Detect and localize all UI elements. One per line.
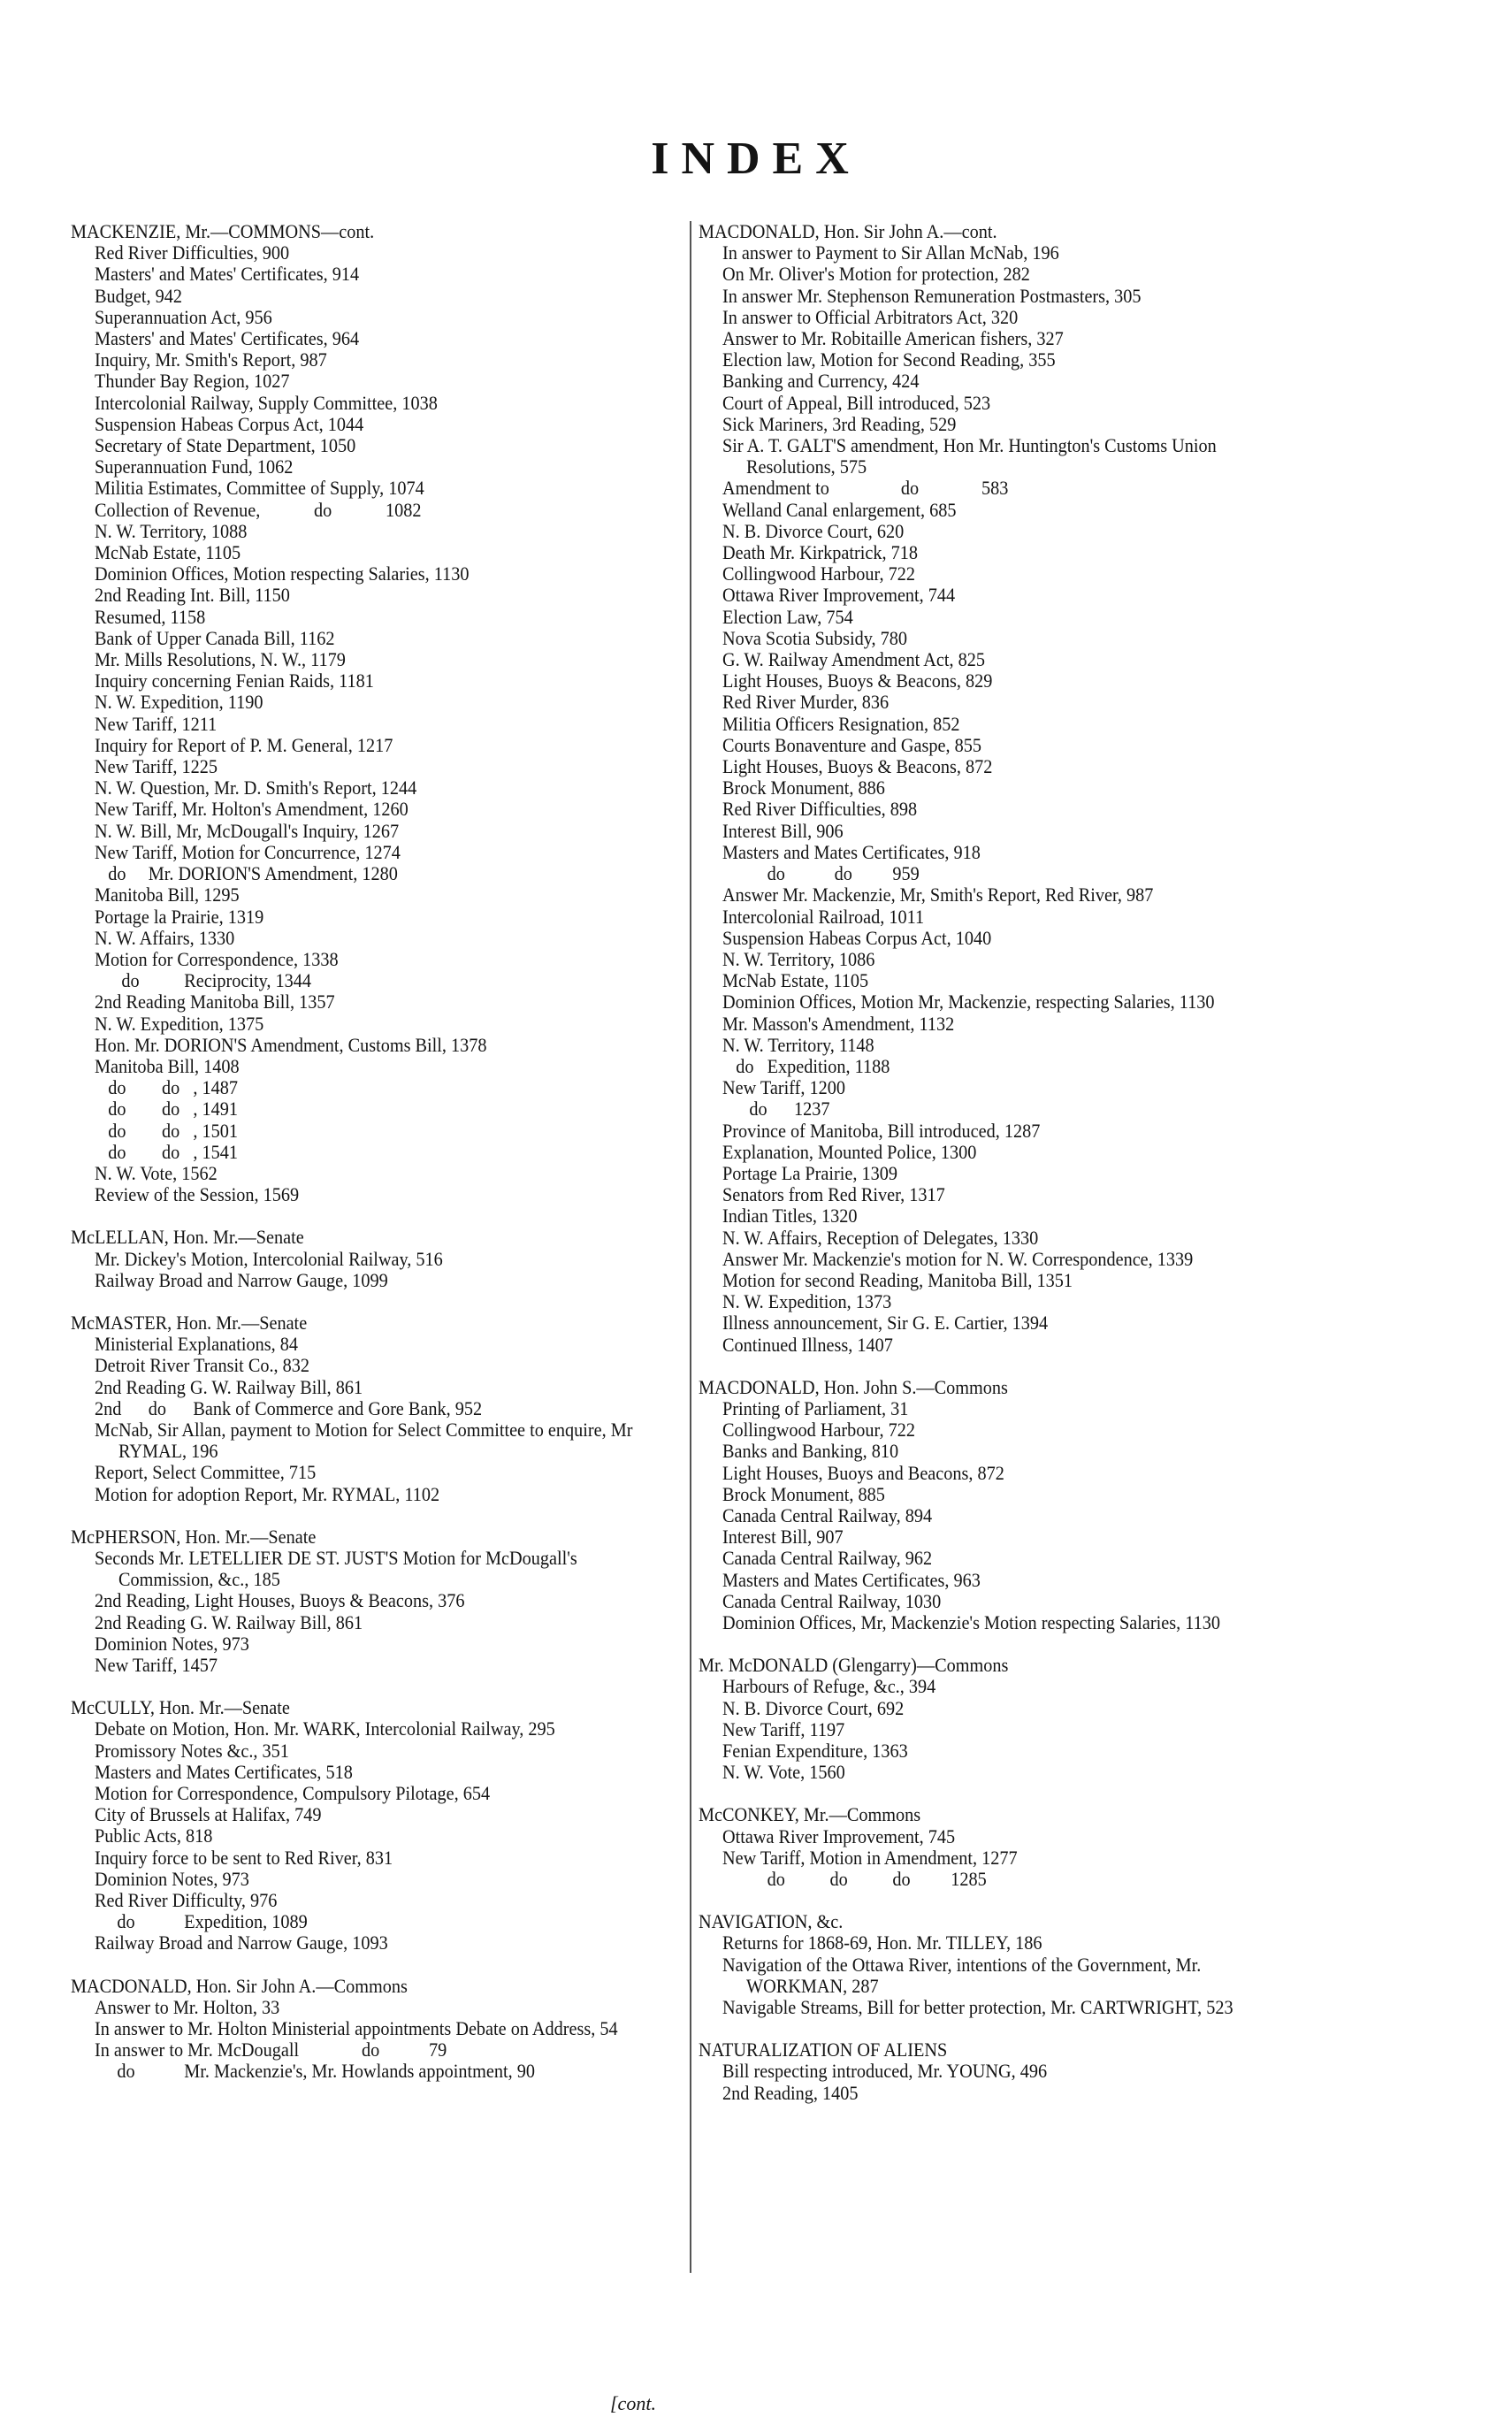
index-entry: 2nd Reading Manitoba Bill, 1357 [95,991,335,1013]
index-entry: Militia Estimates, Committee of Supply, 1074 [95,477,424,500]
index-entry: Province of Manitoba, Bill introduced, 1287 [722,1119,1041,1142]
index-entry: 2nd Reading G. W. Railway Bill, 861 [95,1375,363,1398]
index-entry: Brock Monument, 885 [722,1482,885,1505]
index-entry: Debate on Motion, Hon. Mr. WARK, Intercolonial Railway, 295 [95,1717,555,1740]
index-entry: New Tariff, 1197 [722,1717,845,1740]
section-heading: MACDONALD, Hon. Sir John A.—Commons [71,1974,408,1997]
index-entry: do do , 1491 [95,1098,238,1121]
index-entry: In answer to Payment to Sir Allan McNab, 196 [722,241,1059,264]
section-heading: MACDONALD, Hon. Sir John A.—cont. [699,220,997,242]
section-gap [71,1291,644,1312]
section-heading: McCULLY, Hon. Mr.—Senate [71,1696,290,1719]
index-entry: Canada Central Railway, 962 [722,1547,933,1570]
index-entry: Resumed, 1158 [95,605,206,628]
left-column [71,221,644,2083]
index-entry: Senators from Red River, 1317 [722,1183,945,1206]
index-entry: N. W. Question, Mr. D. Smith's Report, 1244 [95,776,417,799]
index-entry: Harbours of Refuge, &c., 394 [722,1675,936,1698]
index-section [71,1227,644,1291]
index-entry: Continued Illness, 1407 [722,1333,893,1356]
index-entry: Answer to Mr. Robitaille American fishers, 327 [722,327,1064,350]
section-gap [71,1954,644,1976]
index-entry: Review of the Session, 1569 [95,1183,300,1206]
index-entry: Portage La Prairie, 1309 [722,1161,897,1184]
index-section [71,1976,644,2083]
index-entry: Motion for Correspondence, 1338 [95,947,339,970]
section-heading: NAVIGATION, &c. [699,1910,844,1933]
index-entry: Interest Bill, 906 [722,819,844,842]
index-entry: do do 959 [722,862,920,885]
index-entry: In answer to Official Arbitrators Act, 320 [722,305,1019,328]
index-entry: do do , 1541 [95,1140,238,1163]
index-entry: Report, Select Committee, 715 [95,1461,317,1484]
index-entry: Banks and Banking, 810 [722,1440,899,1463]
section-gap [699,1783,1279,1804]
index-section [71,1312,644,1505]
column-divider [690,221,691,2273]
index-entry: N. W. Territory, 1086 [722,947,875,970]
index-entry: Interest Bill, 907 [722,1526,844,1549]
index-entry: McNab Estate, 1105 [95,541,241,564]
index-entry: Canada Central Railway, 894 [722,1503,933,1526]
index-entry: 2nd Reading Int. Bill, 1150 [95,584,290,607]
index-entry: Red River Difficulties, 898 [722,798,918,821]
index-entry: Dominion Offices, Mr, Mackenzie's Motion respecting Salaries, 1130 [722,1611,1220,1633]
index-entry: Dominion Notes, 973 [95,1632,249,1655]
index-entry: Suspension Habeas Corpus Act, 1044 [95,412,364,435]
section-heading: McLELLAN, Hon. Mr.—Senate [71,1226,304,1249]
index-entry: Collection of Revenue, do 1082 [95,498,422,521]
index-entry: Ottawa River Improvement, 745 [722,1824,956,1847]
index-entry: New Tariff, Motion in Amendment, 1277 [722,1846,1018,1869]
index-entry: Dominion Offices, Motion Mr, Mackenzie, respecting Salaries, 1130 [722,991,1215,1013]
index-entry: Inquiry concerning Fenian Raids, 1181 [95,669,374,692]
index-entry: New Tariff, Mr. Holton's Amendment, 1260 [95,798,409,821]
index-entry: N. W. Territory, 1088 [95,519,248,542]
index-entry: Light Houses, Buoys & Beacons, 872 [722,755,993,778]
index-entry: Courts Bonaventure and Gaspe, 855 [722,733,982,756]
index-entry: Answer to Mr. Holton, 33 [95,1995,280,2018]
index-entry: Banking and Currency, 424 [722,370,920,393]
index-entry: Detroit River Transit Co., 832 [95,1354,310,1377]
index-entry: Printing of Parliament, 31 [722,1396,909,1419]
index-entry: Manitoba Bill, 1408 [95,1054,240,1077]
index-entry: Militia Officers Resignation, 852 [722,712,960,735]
section-gap [699,1890,1279,1911]
index-entry: Secretary of State Department, 1050 [95,434,356,457]
index-entry: In answer to Mr. Holton Ministerial appointments Debate on Address, 54 [95,2017,618,2040]
index-entry: do do , 1501 [95,1119,238,1142]
index-entry: Welland Canal enlargement, 685 [722,498,957,521]
index-entry: Red River Difficulty, 976 [95,1889,278,1912]
section-heading: MACKENZIE, Mr.—COMMONS—cont. [71,220,375,242]
index-section [699,1655,1279,1783]
index-entry: do Mr. Mackenzie's, Mr. Howlands appointment, 90 [95,2060,536,2083]
index-entry: New Tariff, 1211 [95,712,218,735]
index-entry: Nova Scotia Subsidy, 780 [722,626,908,649]
section-heading: McMASTER, Hon. Mr.—Senate [71,1311,308,1334]
index-entry: 2nd do Bank of Commerce and Gore Bank, 952 [95,1396,483,1419]
index-entry: City of Brussels at Halifax, 749 [95,1803,322,1826]
index-entry: Sick Mariners, 3rd Reading, 529 [722,412,957,435]
index-entry: New Tariff, 1225 [95,755,218,778]
index-entry: Inquiry, Mr. Smith's Report, 987 [95,348,327,371]
index-entry: N. W. Affairs, 1330 [95,926,235,949]
index-entry: Collingwood Harbour, 722 [722,1419,915,1442]
index-entry: Mr. Dickey's Motion, Intercolonial Railway, 516 [95,1247,443,1270]
index-entry: Promissory Notes &c., 351 [95,1739,289,1762]
index-entry: Ministerial Explanations, 84 [95,1333,299,1356]
index-entry: Budget, 942 [95,284,182,307]
continued-marker: [cont. [610,2392,656,2414]
index-entry: Red River Difficulties, 900 [95,241,290,264]
index-entry: Answer Mr. Mackenzie's motion for N. W. Correspondence, 1339 [722,1247,1194,1270]
index-entry: Intercolonial Railroad, 1011 [722,905,925,928]
index-entry: Railway Broad and Narrow Gauge, 1099 [95,1268,388,1291]
index-entry: Masters' and Mates' Certificates, 914 [95,263,360,286]
index-entry: Election Law, 754 [722,605,853,628]
index-entry: Canada Central Railway, 1030 [722,1589,942,1612]
index-entry: Masters and Mates Certificates, 963 [722,1568,981,1591]
index-entry: McNab, Sir Allan, payment to Motion for Select Committee to enquire, Mr RYMAL, 196 [95,1418,638,1463]
index-entry: Motion for Correspondence, Compulsory Pilotage, 654 [95,1782,491,1805]
index-entry: do Mr. DORION'S Amendment, 1280 [95,862,398,885]
index-entry: New Tariff, 1200 [722,1076,845,1099]
index-entry: Masters and Mates Certificates, 518 [95,1760,353,1783]
index-entry: Inquiry for Report of P. M. General, 1217 [95,733,393,756]
index-entry: Portage la Prairie, 1319 [95,905,264,928]
index-entry: Indian Titles, 1320 [722,1205,858,1228]
section-gap [71,1205,644,1227]
index-entry: Red River Murder, 836 [722,691,890,714]
index-entry: Railway Broad and Narrow Gauge, 1093 [95,1931,388,1954]
section-heading: NATURALIZATION OF ALIENS [699,2038,948,2061]
index-entry: Court of Appeal, Bill introduced, 523 [722,391,991,414]
index-entry: Illness announcement, Sir G. E. Cartier, 1394 [722,1312,1049,1335]
index-entry: Navigation of the Ottawa River, intentions of the Government, Mr. WORKMAN, 287 [722,1953,1206,1997]
index-entry: N. W. Territory, 1148 [722,1033,874,1056]
index-section [71,1697,644,1954]
index-entry: do 1237 [722,1098,830,1121]
index-entry: Motion for adoption Report, Mr. RYMAL, 1102 [95,1482,440,1505]
section-heading: Mr. McDONALD (Glengarry)—Commons [699,1654,1009,1677]
index-entry: Superannuation Fund, 1062 [95,455,294,478]
index-entry: Mr. Masson's Amendment, 1132 [722,1012,955,1035]
index-entry: Motion for second Reading, Manitoba Bill, 1351 [722,1268,1073,1291]
index-section [71,1526,644,1676]
index-entry: N. W. Affairs, Reception of Delegates, 1330 [722,1226,1039,1249]
section-gap [699,1356,1279,1377]
index-entry: N. W. Expedition, 1373 [722,1290,892,1313]
index-entry: Masters' and Mates' Certificates, 964 [95,327,360,350]
index-entry: Election law, Motion for Second Reading, 355 [722,348,1056,371]
page-title: INDEX [651,134,861,184]
index-section [71,221,644,1205]
section-heading: MACDONALD, Hon. John S.—Commons [699,1375,1008,1398]
index-entry: N. B. Divorce Court, 692 [722,1696,905,1719]
index-entry: Returns for 1868-69, Hon. Mr. TILLEY, 186 [722,1931,1042,1954]
index-entry: Superannuation Act, 956 [95,305,272,328]
section-gap [699,1633,1279,1655]
index-entry: Intercolonial Railway, Supply Committee, 1038 [95,391,438,414]
section-gap [71,1676,644,1697]
index-entry: N. W. Expedition, 1190 [95,691,263,714]
index-entry: Mr. Mills Resolutions, N. W., 1179 [95,648,346,671]
index-entry: Collingwood Harbour, 722 [722,562,915,585]
section-gap [71,1505,644,1526]
index-entry: On Mr. Oliver's Motion for protection, 282 [722,263,1030,286]
index-entry: Masters and Mates Certificates, 918 [722,840,981,863]
index-entry: N. W. Bill, Mr, McDougall's Inquiry, 1267 [95,819,400,842]
index-entry: In answer to Mr. McDougall do 79 [95,2038,447,2061]
index-entry: Navigable Streams, Bill for better protection, Mr. CARTWRIGHT, 523 [722,1996,1233,2019]
index-entry: Amendment to do 583 [722,477,1009,500]
index-entry: N. W. Vote, 1562 [95,1161,218,1184]
index-entry: Bill respecting introduced, Mr. YOUNG, 496 [722,2060,1048,2083]
index-entry: Suspension Habeas Corpus Act, 1040 [722,926,992,949]
index-entry: N. W. Expedition, 1375 [95,1012,264,1035]
index-section [699,2039,1279,2104]
index-entry: Fenian Expenditure, 1363 [722,1740,908,1763]
index-entry: Sir A. T. GALT'S amendment, Hon Mr. Huntington's Customs Union Resolutions, 575 [722,434,1221,478]
index-entry: do Reciprocity, 1344 [95,969,312,992]
index-entry: McNab Estate, 1105 [722,969,869,992]
index-entry: Seconds Mr. LETELLIER DE ST. JUST'S Motion for McDougall's Commission, &c., 185 [95,1546,582,1591]
section-heading: McPHERSON, Hon. Mr.—Senate [71,1525,317,1548]
index-entry: In answer Mr. Stephenson Remuneration Postmasters, 305 [722,284,1142,307]
index-section [699,1377,1279,1633]
section-gap [699,2018,1279,2039]
index-entry: Public Acts, 818 [95,1824,213,1847]
index-entry: do do , 1487 [95,1076,238,1099]
index-entry: New Tariff, Motion for Concurrence, 1274 [95,840,401,863]
index-entry: Ottawa River Improvement, 744 [722,584,956,607]
index-entry: 2nd Reading, 1405 [722,2081,859,2104]
index-entry: Manitoba Bill, 1295 [95,883,240,906]
index-entry: Brock Monument, 886 [722,776,885,799]
index-entry: N. B. Divorce Court, 620 [722,519,905,542]
index-entry: Inquiry force to be sent to Red River, 831 [95,1846,393,1869]
index-entry: Dominion Notes, 973 [95,1867,249,1890]
index-entry: Light Houses, Buoys and Beacons, 872 [722,1461,1004,1484]
index-entry: do do do 1285 [722,1868,987,1891]
index-entry: 2nd Reading G. W. Railway Bill, 861 [95,1610,363,1633]
right-column [699,221,1279,2104]
index-section [699,1911,1279,2018]
index-entry: Death Mr. Kirkpatrick, 718 [722,541,919,564]
section-heading: McCONKEY, Mr.—Commons [699,1803,921,1826]
index-entry: do Expedition, 1188 [722,1054,890,1077]
index-entry: 2nd Reading, Light Houses, Buoys & Beacons, 376 [95,1589,465,1612]
index-entry: Bank of Upper Canada Bill, 1162 [95,626,335,649]
index-entry: Thunder Bay Region, 1027 [95,370,290,393]
index-section [699,1804,1279,1890]
index-entry: Hon. Mr. DORION'S Amendment, Customs Bill, 1378 [95,1033,487,1056]
index-entry: Dominion Offices, Motion respecting Salaries, 1130 [95,562,470,585]
index-entry: New Tariff, 1457 [95,1654,218,1676]
index-section [699,221,1279,1356]
index-entry: Explanation, Mounted Police, 1300 [722,1140,977,1163]
index-entry: N. W. Vote, 1560 [722,1761,845,1784]
index-entry: Answer Mr. Mackenzie, Mr, Smith's Report, Red River, 987 [722,883,1154,906]
index-entry: Light Houses, Buoys & Beacons, 829 [722,669,993,692]
index-entry: G. W. Railway Amendment Act, 825 [722,648,985,671]
index-entry: do Expedition, 1089 [95,1910,308,1933]
